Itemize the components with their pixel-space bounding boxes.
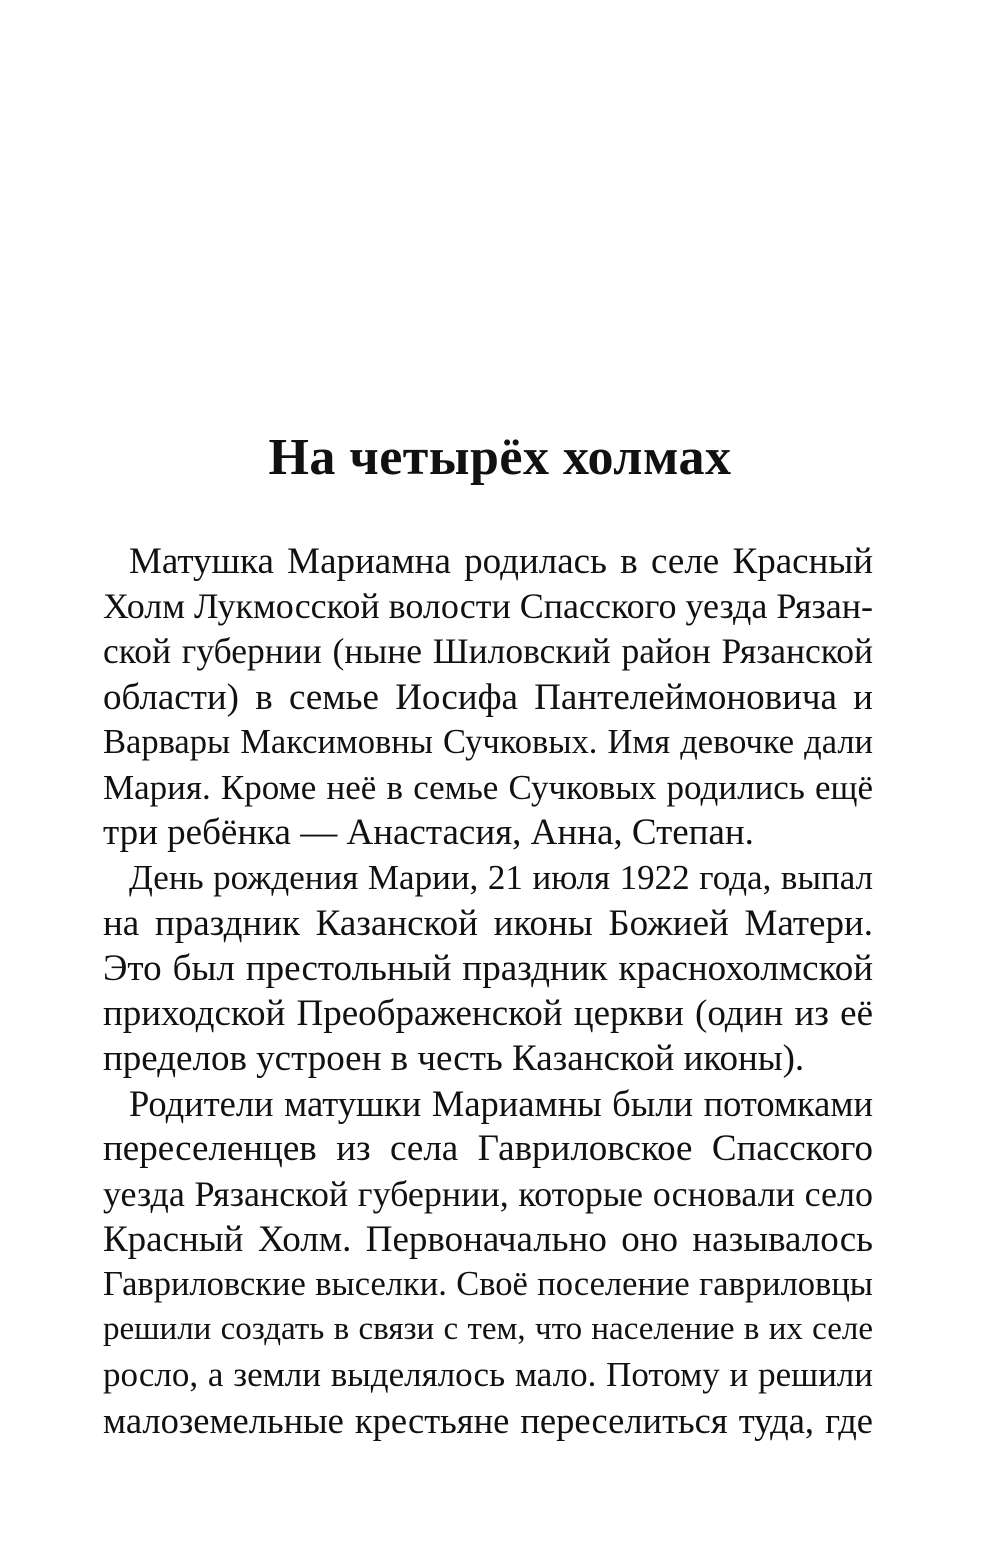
chapter-title: На четырёх холмах bbox=[268, 429, 732, 486]
text-line: Это был престольный праздник краснохолмской bbox=[103, 947, 873, 989]
text-line: росло, а земли выделялось мало. Потому и решили bbox=[103, 1355, 873, 1395]
text-line: малоземельные крестьяне переселиться туда, где bbox=[103, 1399, 873, 1441]
text-line: Родители матушки Мариамны были потомками bbox=[129, 1083, 873, 1125]
chapter-body bbox=[103, 539, 873, 1443]
text-line: решили создать в связи с тем, что население в их селе bbox=[103, 1311, 873, 1348]
text-line: Красный Холм. Первоначально оно называлось bbox=[103, 1218, 873, 1260]
text-line: Холм Лукмосской волости Спасского уезда Рязан- bbox=[103, 586, 873, 627]
text-line: уезда Рязанской губернии, которые основали село bbox=[103, 1173, 873, 1214]
text-line: приходской Преображенской церкви (один из её bbox=[103, 992, 873, 1034]
text-line: переселенцев из села Гавриловское Спасского bbox=[103, 1128, 873, 1170]
text-line: Матушка Мариамна родилась в селе Красный bbox=[129, 541, 873, 582]
paragraph bbox=[103, 855, 873, 1081]
text-line: Варвары Максимовны Сучковых. Имя девочке дали bbox=[103, 722, 873, 761]
text-line: области) в семье Иосифа Пантелеймоновича и bbox=[103, 676, 873, 718]
text-line: ской губернии (ныне Шиловский район Рязанской bbox=[103, 631, 873, 672]
text-line: три ребёнка — Анастасия, Анна, Степан. bbox=[103, 812, 754, 854]
paragraph bbox=[103, 1081, 873, 1443]
text-line: на праздник Казанской иконы Божией Матери. bbox=[103, 902, 873, 944]
paragraph bbox=[103, 539, 873, 855]
text-line: День рождения Марии, 21 июля 1922 года, выпал bbox=[129, 858, 873, 898]
text-line: Мария. Кроме неё в семье Сучковых родились ещё bbox=[103, 767, 873, 807]
text-line: пределов устроен в честь Казанской иконы). bbox=[103, 1038, 805, 1080]
text-line: Гавриловские выселки. Своё поселение гавриловцы bbox=[103, 1265, 873, 1303]
